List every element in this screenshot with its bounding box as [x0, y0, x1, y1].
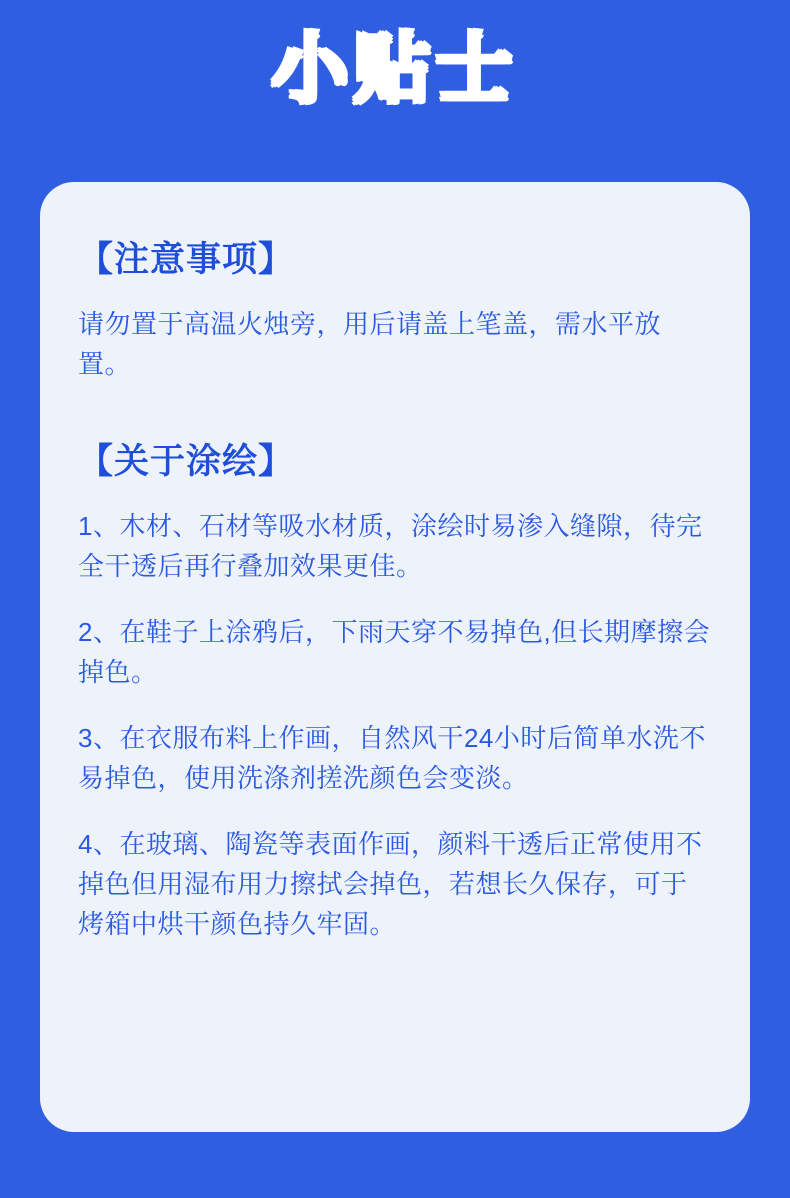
paragraph: 1、木材、石材等吸水材质，涂绘时易渗入缝隙，待完全干透后再行叠加效果更佳。 [78, 511, 703, 581]
paragraph: 4、在玻璃、陶瓷等表面作画，颜料干透后正常使用不掉色但用湿布用力擦拭会掉色，若想长久保存，可于烤箱中烘干颜色持久牢固。 [78, 829, 703, 939]
section-heading-painting: 【关于涂绘】 [78, 442, 295, 481]
paragraph: 2、在鞋子上涂鸦后，下雨天穿不易掉色,但长期摩擦会掉色。 [78, 617, 711, 687]
page-title-wrap [0, 22, 790, 118]
tips-card [40, 182, 750, 1132]
section-body-painting [78, 506, 712, 944]
section-heading-precautions: 【注意事项】 [78, 240, 295, 279]
paragraph: 3、在衣服布料上作画，自然风干24小时后简单水洗不易掉色，使用洗涤剂搓洗颜色会变淡。 [78, 723, 706, 793]
paragraph: 请勿置于高温火烛旁，用后请盖上笔盖，需水平放置。 [78, 309, 662, 379]
page-title: 小贴士 [272, 27, 518, 112]
section-body-precautions [78, 304, 712, 384]
